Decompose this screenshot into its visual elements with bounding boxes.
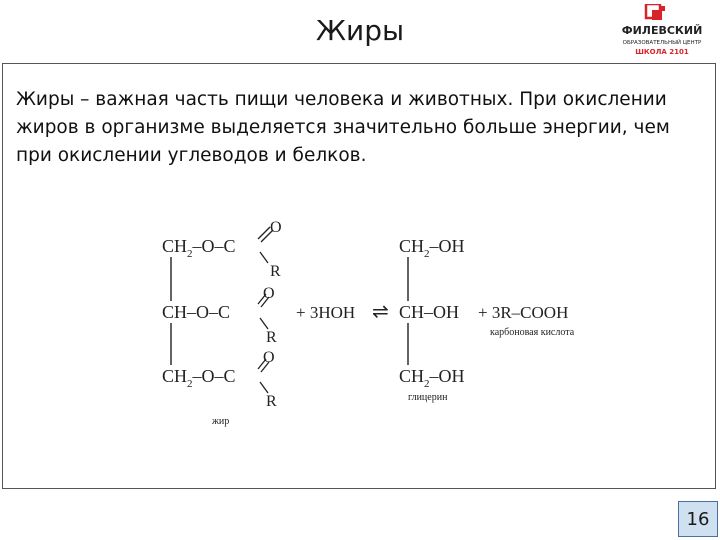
equilibrium-arrow: ⇌ [372, 301, 389, 323]
product-acid: + 3R–COOH [478, 303, 569, 322]
slide-title: Жиры [315, 14, 405, 47]
svg-text:O: O [263, 285, 275, 302]
label-acid: карбоновая кислота [490, 327, 575, 338]
label-glycerol: глицерин [408, 392, 448, 403]
fat-structure [162, 219, 282, 427]
svg-text:ОБРАЗОВАТЕЛЬНЫЙ ЦЕНТР: ОБРАЗОВАТЕЛЬНЫЙ ЦЕНТР [622, 40, 702, 46]
svg-text:R: R [266, 329, 277, 346]
svg-text:ФИЛЕВСКИЙ: ФИЛЕВСКИЙ [622, 24, 702, 37]
svg-text:R: R [270, 263, 281, 280]
school-logo [622, 4, 702, 62]
svg-text:O: O [270, 219, 282, 236]
gly-row3: $CH_2-OH$ [399, 366, 465, 390]
hydrolysis-formula [140, 205, 620, 430]
svg-text:ШКОЛА 2101: ШКОЛА 2101 [635, 48, 689, 56]
slide-paragraph: Жиры – важная часть пищи человека и животных. При окислении жиров в организме выделяется значительно больше энергии, чем при окислении углеводов и белков. [16, 89, 670, 166]
glycerol-structure [399, 236, 465, 403]
fat-row1: $CH_2-O-C$ [162, 236, 236, 260]
svg-text:O: O [263, 349, 275, 366]
reagent-water: + 3HOH [296, 303, 356, 322]
gly-row2: CH–OH [399, 302, 460, 322]
gly-row1: $CH_2-OH$ [399, 236, 465, 260]
fat-row3: $CH_2-O-C$ [162, 366, 236, 390]
label-fat: жир [212, 416, 230, 427]
page-number: 16 [678, 501, 718, 537]
svg-text:R: R [266, 393, 277, 410]
fat-row2: CH–O–C [162, 302, 231, 322]
